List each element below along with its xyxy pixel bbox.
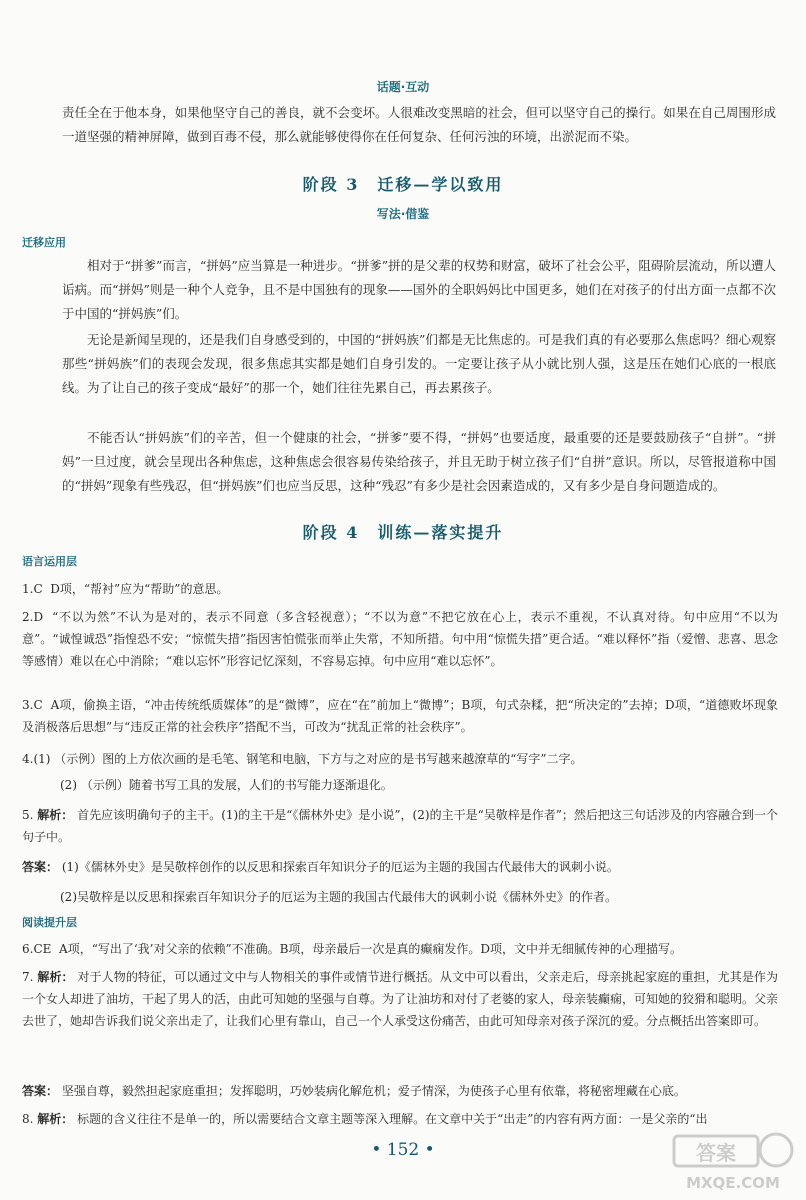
analysis-label: 解析：	[37, 970, 74, 984]
answer-number: 7.	[22, 970, 34, 984]
answer-text: A项，偷换主语，“冲击传统纸质媒体”的是“微博”，应在“在”前加上“微博”；B项，句式杂糅，把“所决定的”去掉；D项，“道德败坏现象及消极落后思想”与“违反正常的社会秩序”搭配不当，可改为“扰乱正常的社会秩序”。	[22, 698, 778, 734]
answer-4-2	[60, 774, 778, 796]
answer-text: 首先应该明确句子的主干。(1)的主干是“《儒林外史》是小说”，(2)的主干是“吴敬梓是作者”；然后把这三句话涉及的内容融合到一个句子中。	[22, 808, 778, 844]
language-label: 语言运用层	[22, 555, 77, 568]
answer-1	[22, 578, 778, 600]
answer-number: 4.(1)	[22, 752, 51, 766]
essay-paragraph-2: 无论是新闻呈现的，还是我们自身感受到的，中国的“拼妈族”们都是无比焦虑的。可是我们真的有必要那么焦虑吗？细心观察那些“拼妈族”们的表现会发现，很多焦虑其实都是她们自身引发的。一定要让孩子从小就比别人强，这是压在她们心底的一根底线。为了让自己的孩子变成“最好”的那一个，她们往往先累自己，再去累孩子。	[62, 332, 776, 395]
answer-text: 对于人物的特征，可以通过文中与人物相关的事件或情节进行概括。从文中可以看出，父亲走后，母亲挑起家庭的重担，尤其是作为一个女人却进了油坊，干起了男人的活，由此可知她的坚强与自尊。为了让油坊和对付了老婆的家人，母亲装癫痫，可知她的狡猾和聪明。父亲去世了，她却告诉我们说父亲出走了，让我们心里有靠山，自己一个人承受这份痛苦，由此可知母亲对孩子深沉的爱。分点概括出答案即可。	[22, 970, 779, 1028]
answer-number: 2.D	[22, 610, 44, 624]
svg-text:答案: 答案	[696, 1141, 736, 1165]
answer-text: D项，“帮衬”应为“帮助”的意思。	[50, 582, 229, 596]
answer-number: 6.CE	[22, 942, 52, 956]
reading-6	[22, 938, 778, 960]
answer-number: 3.C	[22, 698, 43, 712]
answer-5-analysis	[22, 804, 778, 848]
answer-4-1	[22, 748, 778, 770]
answer-5-answer-1	[22, 856, 778, 878]
answer-text: (2)吴敬梓是以反思和探索百年知识分子的厄运为主题的我国古代最伟大的讽刺小说《儒林外史》的作者。	[60, 890, 618, 904]
reading-7-answer	[22, 1080, 778, 1102]
transfer-label: 迁移应用	[22, 236, 66, 249]
answer-text: “不以为然”不认为是对的，表示不同意（多含轻视意）；“不以为意”不把它放在心上，表示不重视，不认真对待。句中应用“不以为意”。“诚惶诚恐”指惶恐不安；“惊慌失措”指因害怕慌张而举止失常，不知所措。句中用“惊慌失措”更合适。“难以释怀”指（爱憎、悲喜、思念等感情）难以在心中消除；“难以忘怀”形容记忆深刻，不容易忘掉。句中应用“难以忘怀”。	[22, 610, 778, 668]
answer-text: A项，“写出了‘我’对父亲的依赖”不准确。B项，母亲最后一次是真的癫痫发作。D项，文中并无细腻传神的心理描写。	[59, 942, 683, 956]
answer-3	[22, 694, 778, 738]
answer-label: 答案：	[22, 860, 59, 874]
answer-number: 1.C	[22, 582, 43, 596]
reading-7-analysis	[22, 966, 778, 1032]
analysis-label: 解析：	[37, 808, 74, 822]
watermark-logo	[668, 1130, 798, 1194]
writing-label: 写法·借鉴	[376, 207, 430, 221]
topic-label: 话题·互动	[376, 80, 430, 94]
reading-8-analysis	[22, 1108, 778, 1130]
answer-number: (2)	[60, 778, 77, 792]
answer-5-answer-2	[60, 886, 778, 908]
answer-label: 答案：	[22, 1084, 59, 1098]
answer-2	[22, 606, 778, 672]
svg-text:MXQE.COM: MXQE.COM	[686, 1174, 780, 1192]
answer-number: 5.	[22, 808, 34, 822]
stage4-title: 阶段 4 训练—落实提升	[302, 523, 504, 542]
answer-text: (1)《儒林外史》是吴敬梓创作的以反思和探索百年知识分子的厄运为主题的我国古代最伟大的讽刺小说。	[61, 860, 619, 874]
answer-text: （示例）图的上方依次画的是毛笔、钢笔和电脑，下方与之对应的是书写越来越潦草的“写字”二字。	[54, 752, 583, 766]
analysis-label: 解析：	[37, 1112, 74, 1126]
reading-label: 阅读提升层	[22, 916, 77, 929]
essay-paragraph-3: 不能否认“拼妈族”们的辛苦，但一个健康的社会，“拼爹”要不得，“拼妈”也要适度，最重要的还是要鼓励孩子“自拼”。“拼妈”一旦过度，就会呈现出各种焦虑，这种焦虑会很容易传染给孩子，并且无助于树立孩子们“自拼”意识。所以，尽管报道称中国的“拼妈”现象有些残忍，但“拼妈族”们也应当反思，这种“残忍”有多少是社会因素造成的，又有多少是自身问题造成的。	[62, 430, 776, 493]
stage3-title: 阶段 3 迁移—学以致用	[302, 175, 504, 194]
intro-paragraph: 责任全在于他本身，如果他坚守自己的善良，就不会变坏。人很难改变黑暗的社会，但可以坚守自己的操行。如果在自己周围形成一道坚强的精神屏障，做到百毒不侵，那么就能够使得你在任何复杂、任何污浊的环境，出淤泥而不染。	[62, 105, 776, 144]
answer-text: 标题的含义往往不是单一的，所以需要结合文章主题等深入理解。在文章中关于“出走”的内容有两方面：一是父亲的“出	[77, 1112, 708, 1126]
page-number: • 152 •	[371, 1140, 435, 1160]
answer-number: 8.	[22, 1112, 34, 1126]
answer-text: （示例）随着书写工具的发展，人们的书写能力逐渐退化。	[80, 778, 393, 792]
essay-paragraph-1: 相对于“拼爹”而言，“拼妈”应当算是一种进步。“拼爹”拼的是父辈的权势和财富，破坏了社会公平，阻碍阶层流动，所以遭人诟病。而“拼妈”则是一种个人竞争，且不是中国独有的现象——国外的全职妈妈比中国更多，她们在对孩子的付出方面一点都不次于中国的“拼妈族”们。	[62, 258, 776, 321]
answer-text: 坚强自尊，毅然担起家庭重担；发挥聪明，巧妙装病化解危机；爱子情深，为使孩子心里有依靠，将秘密埋藏在心底。	[61, 1084, 686, 1098]
